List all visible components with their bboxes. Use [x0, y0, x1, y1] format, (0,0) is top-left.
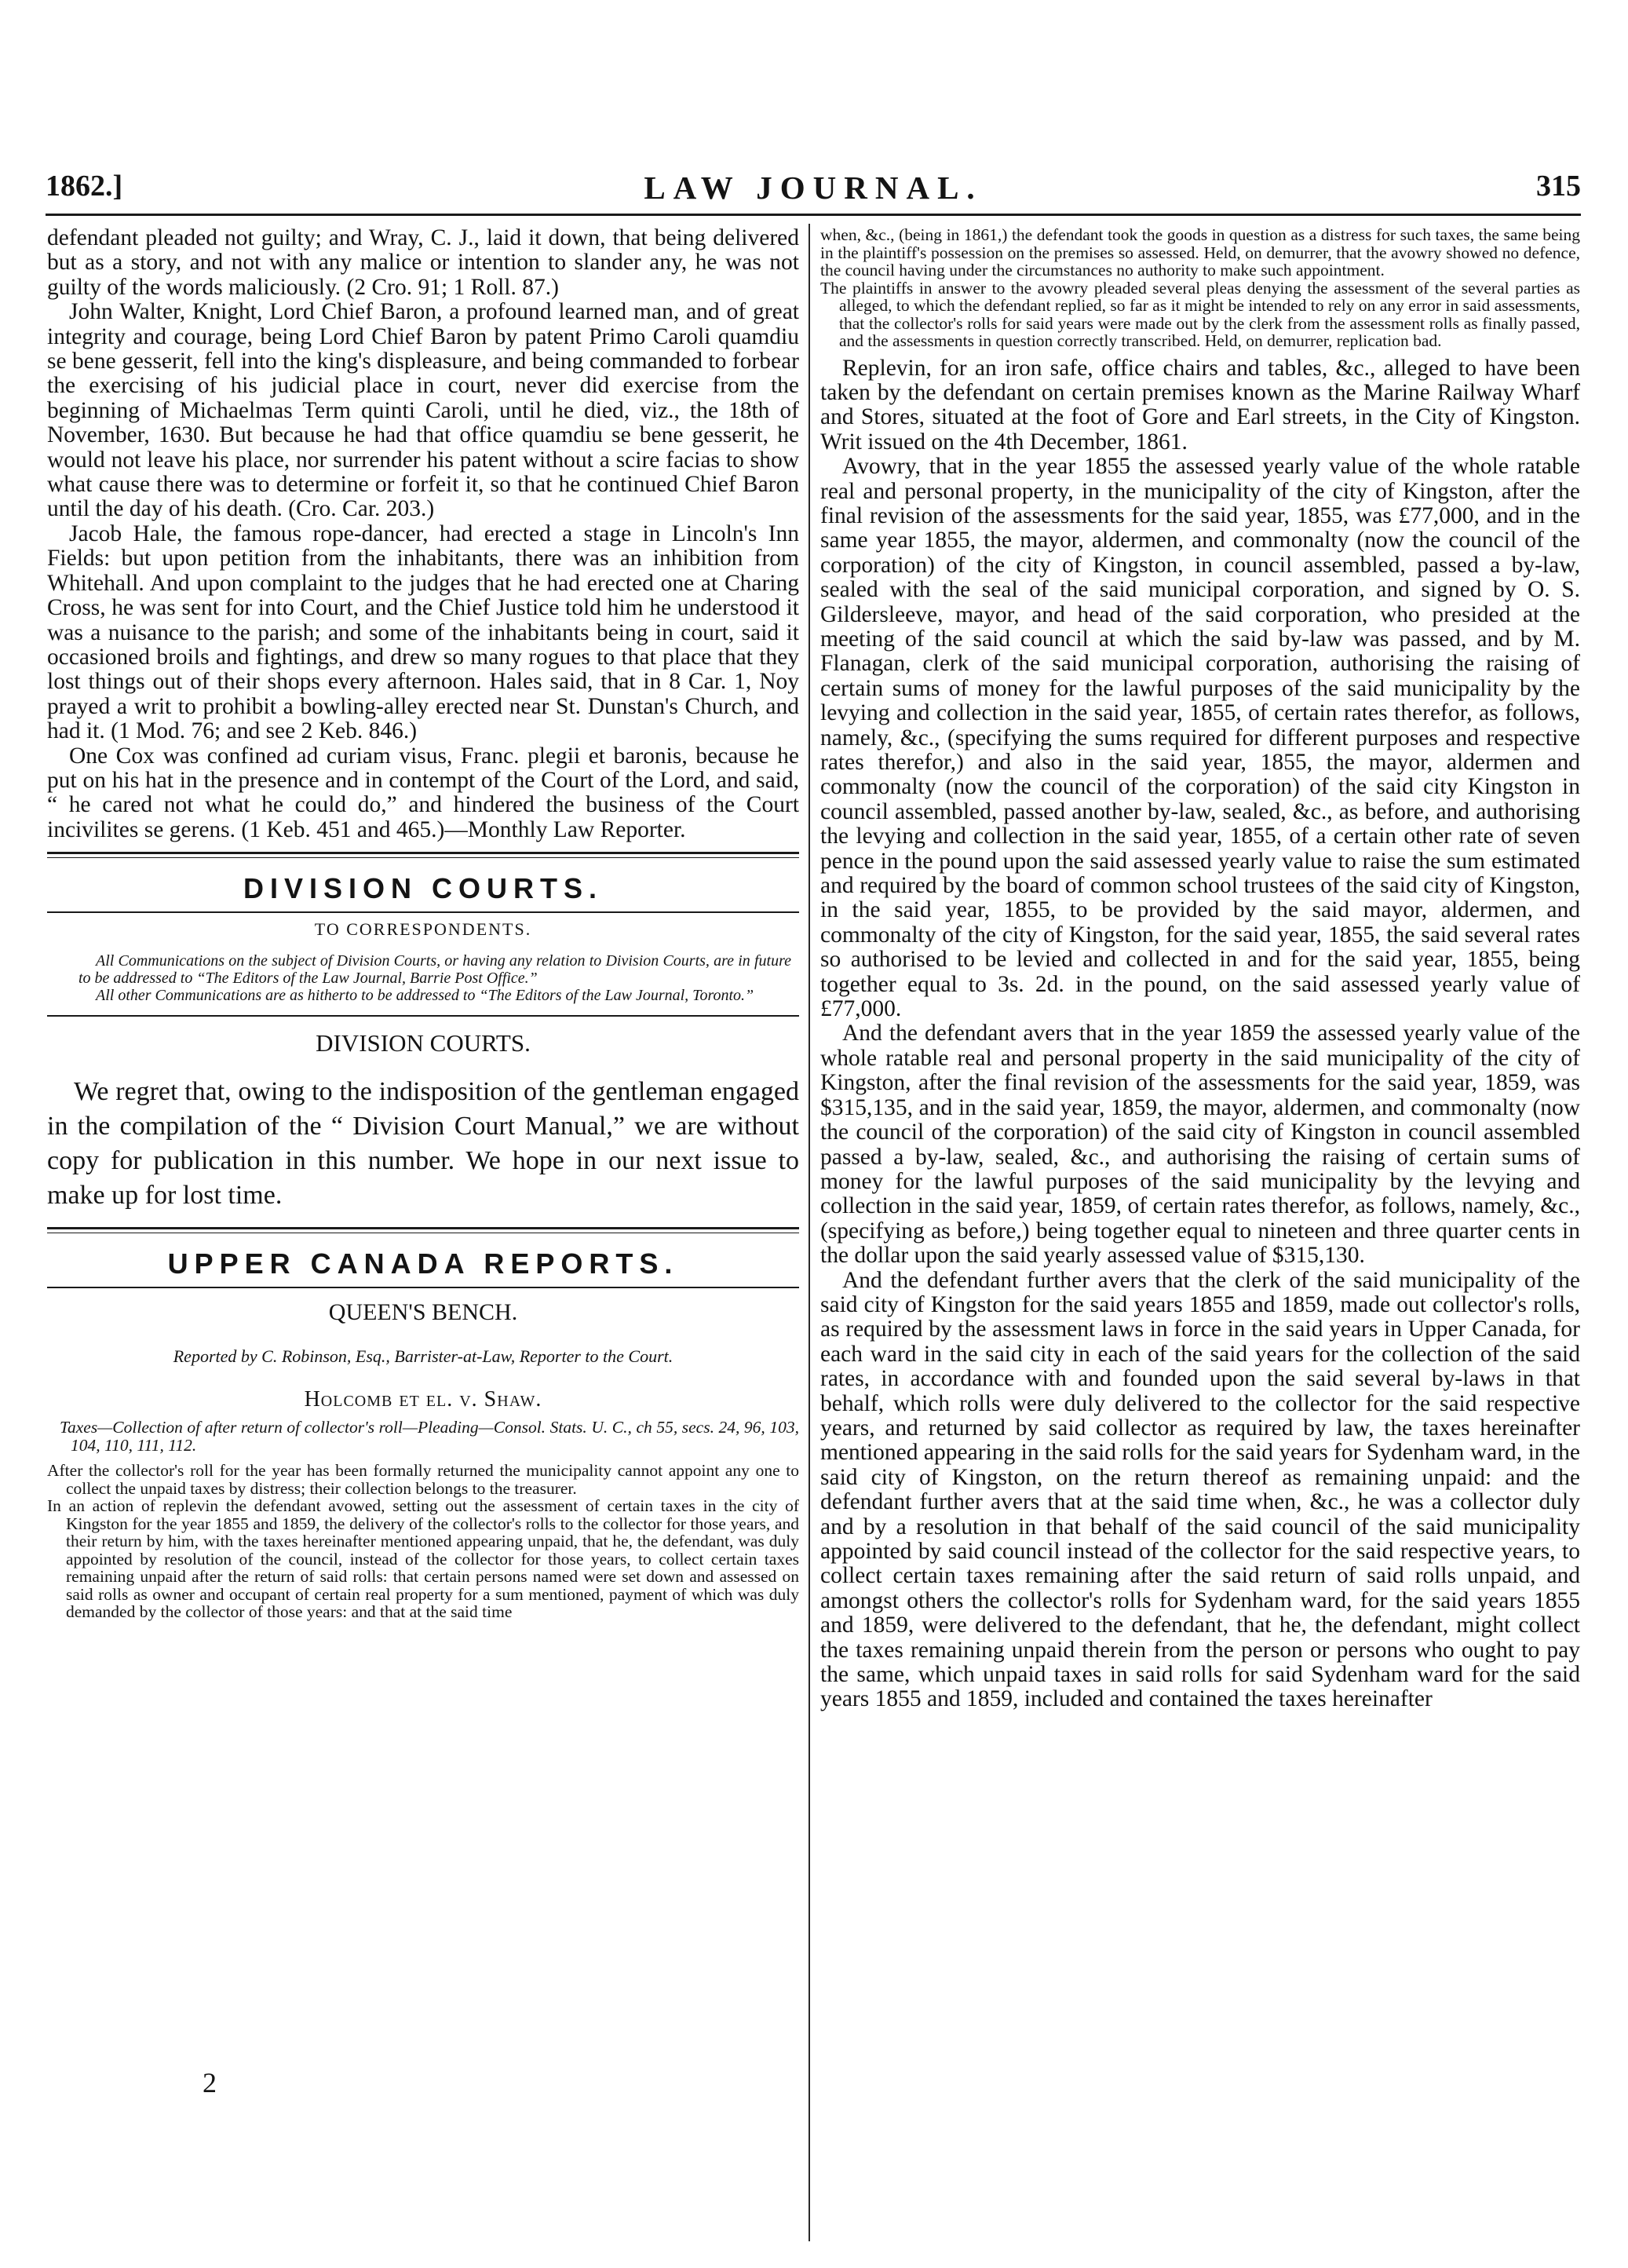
paragraph-defendant-avers-1859: And the defendant avers that in the year 1859 the assessed yearly value of the whole ratable real and personal property in the said municipality of the city of Kingston, after the final revision of the assessments for the said year, 1859, was $315,135, and in the said year, 1859, the mayor, aldermen, and commonalty (now the council of the corporation) of the said city of Kingston in council assembled passed a by-law, sealed, &c., and authorising the raising of certain sums of money for the lawful purposes of the said municipality by the levying and collection in the said year, 1859, of certain rates therefor, as follows, namely, &c., (specifying as before,) being together equal to nineteen and three quarter cents in the dollar upon the said yearly assessed value of $315,130.	[820, 1021, 1580, 1269]
page-header	[46, 169, 1581, 216]
page-number: 315	[1536, 170, 1581, 203]
section-rule-2	[47, 1227, 799, 1233]
paragraph-not-guilty: defendant pleaded not guilty; and Wray, C. J., laid it down, that being delivered but as a story, and not with any malice or intention to slander any, he was not guilty of the words maliciously. (2 Cro. 91; 1 Roll. 87.)	[47, 226, 799, 300]
paragraph-jacob-hale: Jacob Hale, the famous rope-dancer, had erected a stage in Lincoln's Inn Fields: but upon petition from the inhabitants, there was an inhibition from Whitehall. And upon complaint to the judges that he had erected one at Charing Cross, he was sent for into Court, and the Chief Justice told him he understood it was a nuisance to the parish; and some of the inhabitants being in court, said it occasioned broils and fightings, and drew so many rogues to that place that they lost things out of their shops every afternoon. Hales said, that in 8 Car. 1, Noy prayed a writ to prohibit a bowling-alley erected near St. Dunstan's Church, and had it. (1 Mod. 76; and see 2 Keb. 846.)	[47, 520, 799, 744]
signature-mark: 2	[203, 2067, 217, 2098]
division-courts-notice: We regret that, owing to the indisposition of the gentleman engaged in the compilation of the “ Division Court Manual,” we are without copy for publication in this number. We hope in our next issue to make up for lost time.	[47, 1077, 799, 1211]
paragraph-defendant-further-avers: And the defendant further avers that the clerk of the said municipality of the said city of Kingston for the said years 1855 and 1859, made out collector's rolls, as required by the assessment laws in force in the said years in Upper Canada, for each ward in the said city in each of the said years for the collection of the said rates, in accordance with and founded upon the said several by-laws in that behalf, which rolls were duly delivered to the collector for the said respective years, and returned by said collector as required by law, the taxes hereinafter mentioned appearing in the said rolls for the said years for Sydenham ward, in the said city of Kingston, on the return thereof as remaining unpaid: and the defendant further avers that at the said time when, &c., he was a collector duly and by a resolution in that behalf of the said council of the said municipality appointed by said council instead of the collector for the said respective years, to collect certain taxes remaining after the said return of said rolls unpaid, and amongst others the collector's rolls for Sydenham ward, for the said years 1855 and 1859, were delivered to the defendant, that he, the defendant, might collect the taxes remaining unpaid therein from the person or persons who ought to pay the same, which unpaid taxes in said rolls for said Sydenham ward for the said years 1855 and 1859, included and contained the taxes hereinafter	[820, 1267, 1580, 1712]
syllabus-paragraph-3: when, &c., (being in 1861,) the defendant took the goods in question as a distress for such taxes, the same being in the plaintiff's possession on the premises so assessed. Held, on demurrer, that the avowry showed no defence, the council having under the circumstances no authority to make such appointment.	[820, 226, 1580, 279]
paragraph-one-cox: One Cox was confined ad curiam visus, Franc. plegii et baronis, because he put on his hat in the presence and in contempt of the Court of the Lord, and said, “ he cared not what he could do,” and hindered the business of the Court incivilites se gerens. (1 Keb. 451 and 465.)—Monthly Law Reporter.	[47, 743, 799, 842]
upper-canada-reports-heading: UPPER CANADA REPORTS.	[167, 1247, 679, 1280]
syllabus-paragraph-4: The plaintiffs in answer to the avowry pleaded several pleas denying the assessment of the several parties as alleged, to which the defendant replied, so far as it might be intended to rely on any error in said assessments, that the collector's rolls for said years were made out by the clerk from the assessment rolls as finally passed, and the assessments in question correctly transcribed. Held, on demurrer, replication bad.	[820, 278, 1580, 350]
division-courts-heading: DIVISION COURTS.	[243, 872, 604, 905]
header-rule	[46, 214, 1581, 216]
heading-rule-2	[47, 1287, 799, 1288]
section-rule	[47, 852, 799, 858]
correspondents-note-2: All other Communications are as hitherto to be addressed to “The Editors of the Law Journal, Toronto.”	[96, 987, 754, 1005]
correspondents-note-1: All Communications on the subject of Division Courts, or having any relation to Division Courts, are in future to be addressed to “The Editors of the Law Journal, Barrie Post Office.”	[78, 952, 791, 988]
correspondents-heading: TO CORRESPONDENTS.	[314, 919, 532, 940]
left-column	[47, 226, 799, 2252]
syllabus-paragraph-2: In an action of replevin the defendant avowed, setting out the assessment of certain taxes in the city of Kingston for the year 1855 and 1859, the delivery of the collector's rolls to the collector for those years, and their return by him, with the taxes hereinafter mentioned appearing unpaid, that he, the defendant, was duly appointed by resolution of the council, instead of the collector for those years, to collect certain taxes remaining unpaid after the return of said rolls: that certain persons named were set down and assessed on said rolls as owner and occupant of certain real property for a sum mentioned, payment of which was duly demanded by the collector of those years: and that at the said time	[47, 1496, 799, 1622]
case-title: Holcomb et el. v. Shaw.	[304, 1387, 542, 1412]
paragraph-replevin: Replevin, for an iron safe, office chairs and tables, &c., alleged to have been taken by the defendant on certain premises known as the Marine Railway Wharf and Stores, situated at the foot of Gore and Earl streets, in the City of Kingston. Writ issued on the 4th December, 1861.	[820, 355, 1580, 455]
court-heading: QUEEN'S BENCH.	[328, 1299, 518, 1326]
reporter-line: Reported by C. Robinson, Esq., Barrister-at-Law, Reporter to the Court.	[173, 1346, 673, 1367]
paragraph-avowry: Avowry, that in the year 1855 the assessed yearly value of the whole ratable real and personal property, in the municipality of the city of Kingston, after the final revision of the assessments for the said year, 1855, was £77,000, and in the same year 1855, the mayor, aldermen, and commonalty (now the council of the corporation) of the city of Kingston, in council assembled, passed a by-law, sealed with the seal of the said municipal corporation, and signed by O. S. Gildersleeve, mayor, and head of the said corporation, who presided at the meeting of the said council at which the said by-law was passed, and by M. Flanagan, clerk of the said municipal corporation, authorising the raising of certain sums of money for the lawful purposes of the said municipality by the levying and collection in the said year, 1855, of certain rates therefor, as follows, namely, &c., (specifying the sums required for different purposes and respective rates therefor,) and also in the said year, 1855, the mayor, aldermen and commonalty (now the council of the corporation) of the said city Kingston in council assembled, passed another by-law, sealed, &c., as before, and authorising the levying and collection in the said year, 1855, of a certain other rate of seven pence in the pound upon the said assessed yearly value to raise the sum estimated and required by the board of common school trustees of the said city of Kingston, in the said year, 1855, to be provided by the said mayor, aldermen, and commonalty of the city of Kingston, for the said year, 1855, the said several rates so authorised to be levied and collected in and for the said year, 1855, being together equal to 3s. 2d. in the pound, on the said assessed yearly value of £77,000.	[820, 454, 1580, 1022]
note-rule	[47, 1015, 799, 1017]
syllabus-paragraph-1: After the collector's roll for the year has been formally returned the municipality cannot appoint any one to collect the unpaid taxes by distress; their collection belongs to the treasurer.	[47, 1461, 799, 1498]
header-year: 1862.]	[46, 170, 123, 203]
division-courts-subheading: DIVISION COURTS.	[316, 1029, 531, 1057]
right-column	[820, 226, 1580, 2252]
heading-rule	[47, 911, 799, 913]
paragraph-john-walter: John Walter, Knight, Lord Chief Baron, a profound learned man, and of great integrity and courage, being Lord Chief Baron by patent Primo Caroli quamdiu se bene gesserit, fell into the king's displeasure, and being commanded to forbear the exercising of his judicial place in court, never did exercise from the beginning of Michaelmas Term quinti Caroli, until he died, viz., the 18th of November, 1630. But because he had that office quamdiu se bene gesserit, he would not leave his place, nor surrender his patent without a scire facias to show what cause there was to determine or forfeit it, so that he continued Chief Baron until the day of his death. (Cro. Car. 203.)	[47, 299, 799, 522]
journal-title: LAW JOURNAL.	[644, 170, 983, 206]
case-headnote: Taxes—Collection of after return of collector's roll—Pleading—Consol. Stats. U. C., ch 55, secs. 24, 96, 103, 104, 110, 111, 112.	[60, 1418, 799, 1455]
column-divider	[809, 224, 810, 2241]
